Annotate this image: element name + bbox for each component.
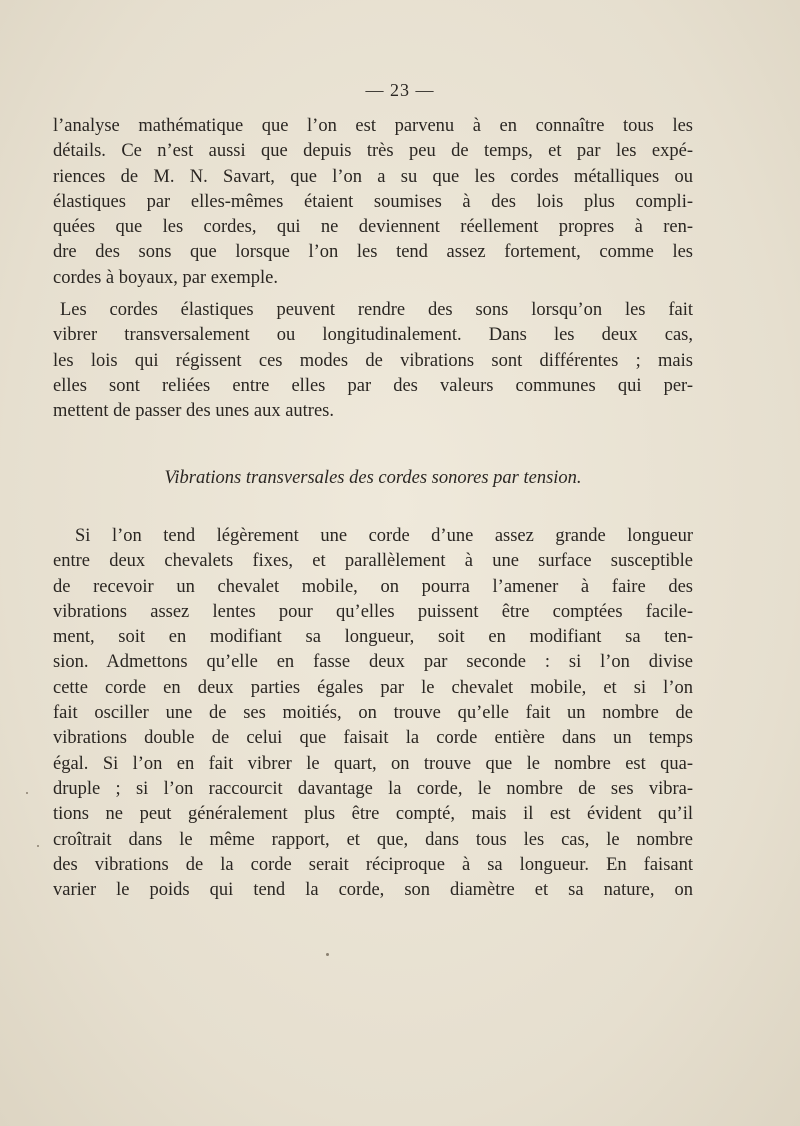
text-line: vibrations assez lentes pour qu’elles puissent être comptées facile- — [53, 601, 693, 622]
text-line: vibrations double de celui que faisait la corde entière dans un temps — [53, 728, 693, 749]
text-line: cordes à boyaux, par exemple. — [53, 267, 278, 288]
ink-speck — [326, 953, 329, 956]
text-line: de recevoir un chevalet mobile, on pourra l’amener à faire des — [53, 576, 693, 597]
text-line: Si l’on tend légèrement une corde d’une assez grande longueur — [75, 526, 693, 546]
text-line: ment, soit en modifiant sa longueur, soit en modifiant sa ten- — [53, 627, 693, 648]
ink-speck — [26, 792, 28, 794]
paragraph-3 — [53, 524, 693, 903]
text-line: sion. Admettons qu’elle en fasse deux par seconde : si l’on divise — [53, 652, 693, 673]
text-line: les lois qui régissent ces modes de vibrations sont différentes ; mais — [53, 350, 693, 371]
section-heading: Vibrations transversales des cordes sonores par tension. — [164, 468, 582, 488]
text-line: élastiques par elles-mêmes étaient soumises à des lois plus compli- — [53, 191, 693, 212]
text-line: l’analyse mathématique que l’on est parvenu à en connaître tous les — [53, 116, 693, 136]
text-line: fait osciller une de ses moitiés, on trouve qu’elle fait un nombre de — [53, 703, 693, 724]
text-line: égal. Si l’on en fait vibrer le quart, on trouve que le nombre est qua- — [53, 753, 693, 774]
ink-speck — [37, 845, 39, 847]
paragraph-1 — [53, 114, 693, 291]
text-line: druple ; si l’on raccourcit davantage la corde, le nombre de ses vibra- — [53, 778, 693, 799]
text-line: elles sont reliées entre elles par des valeurs communes qui per- — [53, 375, 693, 396]
text-line: croîtrait dans le même rapport, et que, dans tous les cas, le nombre — [53, 829, 693, 850]
text-line: quées que les cordes, qui ne deviennent réellement propres à ren- — [53, 217, 693, 238]
text-line: Les cordes élastiques peuvent rendre des sons lorsqu’on les fait — [60, 300, 693, 320]
text-line: des vibrations de la corde serait réciproque à sa longueur. En faisant — [53, 854, 693, 875]
text-line: riences de M. N. Savart, que l’on a su que les cordes métalliques ou — [53, 166, 693, 187]
text-line: tions ne peut généralement plus être compté, mais il est évident qu’il — [53, 804, 693, 825]
text-line: mettent de passer des unes aux autres. — [53, 401, 335, 422]
page-number: — 23 — — [365, 80, 435, 100]
text-line: détails. Ce n’est aussi que depuis très peu de temps, et par les expé- — [53, 141, 693, 162]
paragraph-2 — [53, 298, 693, 424]
text-line: vibrer transversalement ou longitudinalement. Dans les deux cas, — [53, 325, 693, 346]
text-line: dre des sons que lorsque l’on les tend assez fortement, comme les — [53, 242, 693, 263]
text-line: varier le poids qui tend la corde, son diamètre et sa nature, on — [53, 880, 693, 901]
text-line: entre deux chevalets fixes, et parallèlement à une surface susceptible — [53, 551, 693, 572]
text-line: cette corde en deux parties égales par le chevalet mobile, et si l’on — [53, 677, 693, 698]
